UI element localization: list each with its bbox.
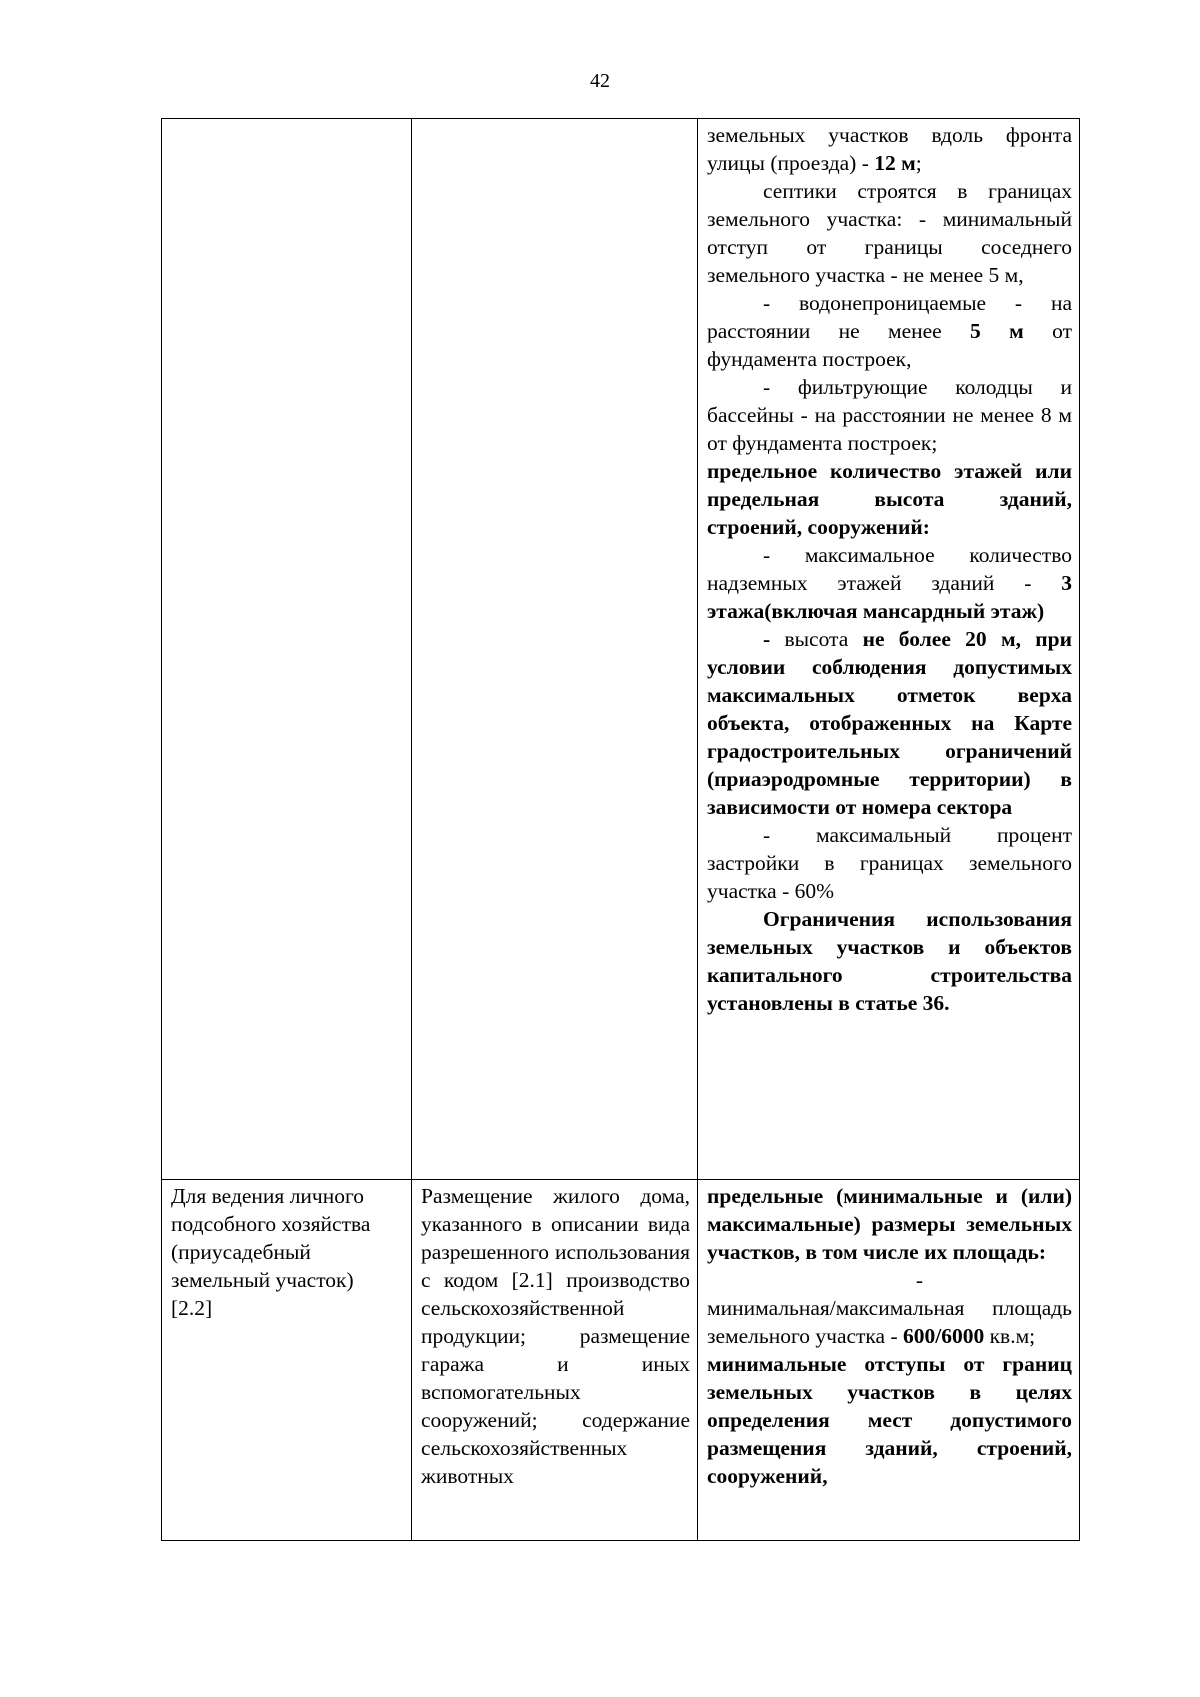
row1-col3-text: - максимальный процент застройки в границах земельного участка - 60% xyxy=(707,823,1072,903)
row2-col3-text: 600/6000 xyxy=(903,1324,985,1348)
row1-col3-paragraph xyxy=(707,177,1072,289)
row1-col3-text: от фундамента построек, xyxy=(707,319,1072,371)
page-number: 42 xyxy=(590,70,610,92)
zoning-table xyxy=(161,118,1080,1541)
row1-parameters-cell xyxy=(698,119,1080,1180)
row1-col3-text: - водонепроницаемые - на расстоянии не менее xyxy=(707,291,1072,343)
row1-col3-text: предельное количество этажей или предельная высота зданий, строений, сооружений: xyxy=(707,459,1072,539)
row2-col3-paragraph xyxy=(707,1182,1072,1266)
row1-description-cell xyxy=(412,119,698,1180)
row1-col3-text: - xyxy=(763,627,785,651)
row2-description-cell xyxy=(412,1180,698,1541)
row1-col3-text: 12 м xyxy=(874,151,916,175)
row1-col3-text: 5 м xyxy=(970,319,1024,343)
row1-col3-text: ; xyxy=(915,151,922,175)
row1-col3-text: не более 20 м, при условии соблюдения допустимых максимальных отметок верха объекта, отображенных на Карте градостроительных ограничений (приаэродромные территории) в зависимости от номера сектора xyxy=(707,627,1072,819)
row1-col3-paragraph xyxy=(707,373,1072,457)
row2-description-text: Размещение жилого дома, указанного в описании вида разрешенного использования с кодом [2.1] производство сельскохозяйственной продукции; размещение гаража и иных вспомогательных сооружений; содержание сельскохозяйственных животных xyxy=(421,1184,690,1488)
row2-use-type-line: подсобного хозяйства xyxy=(171,1212,371,1236)
row2-use-type-line: Для ведения личного xyxy=(171,1184,365,1208)
row2-col3-text: минимальные отступы от границ земельных участков в целях определения мест допустимого размещения зданий, строений, сооружений, xyxy=(707,1352,1072,1488)
row2-col3-text: кв.м; xyxy=(984,1324,1036,1348)
row2-use-type-line: (приусадебный xyxy=(171,1240,311,1264)
row1-col3-paragraph xyxy=(707,625,1072,821)
row2-col3-paragraph xyxy=(707,1266,1072,1294)
row2-col3-text: - xyxy=(915,1268,924,1292)
row1-col3-paragraph xyxy=(707,121,1072,177)
row1-col3-paragraph xyxy=(707,541,1072,625)
row2-use-type-line: [2.2] xyxy=(171,1296,213,1320)
row2-col3-text: предельные (минимальные и (или) максимальные) размеры земельных участков, в том числе их площадь: xyxy=(707,1184,1072,1264)
row1-col3-text: Ограничения использования земельных участков и объектов капитального строительства установлены в статье 36. xyxy=(707,907,1072,1015)
row1-col3-text: земельных участков вдоль фронта улицы (проезда) - xyxy=(707,123,1072,175)
row1-col3-paragraph xyxy=(707,905,1072,1017)
row1-col3-paragraph xyxy=(707,821,1072,905)
row1-col3-text: высота xyxy=(784,627,863,651)
row2-col3-paragraph xyxy=(707,1294,1072,1350)
row2-use-type-line: земельный участок) xyxy=(171,1268,354,1292)
row1-col3-paragraph xyxy=(707,457,1072,541)
row1-col3-text: 3 этажа(включая мансардный этаж) xyxy=(707,571,1072,623)
row1-col3-text: - фильтрующие колодцы и бассейны - на расстоянии не менее 8 м от фундамента построек; xyxy=(707,375,1072,455)
table-row xyxy=(162,119,1080,1180)
row2-parameters-cell xyxy=(698,1180,1080,1541)
row2-use-type-cell xyxy=(162,1180,412,1541)
row1-col3-text: - максимальное количество надземных этажей зданий - xyxy=(707,543,1072,595)
table-row xyxy=(162,1180,1080,1541)
row2-col3-text: минимальная/максимальная площадь земельного участка - xyxy=(707,1296,1072,1348)
row1-col3-text: септики строятся в границах земельного участка: - минимальный отступ от границы соседнего земельного участка - не менее 5 м, xyxy=(707,179,1072,287)
row1-col3-paragraph xyxy=(707,289,1072,373)
row1-use-type-cell xyxy=(162,119,412,1180)
row2-col3-paragraph xyxy=(707,1350,1072,1490)
